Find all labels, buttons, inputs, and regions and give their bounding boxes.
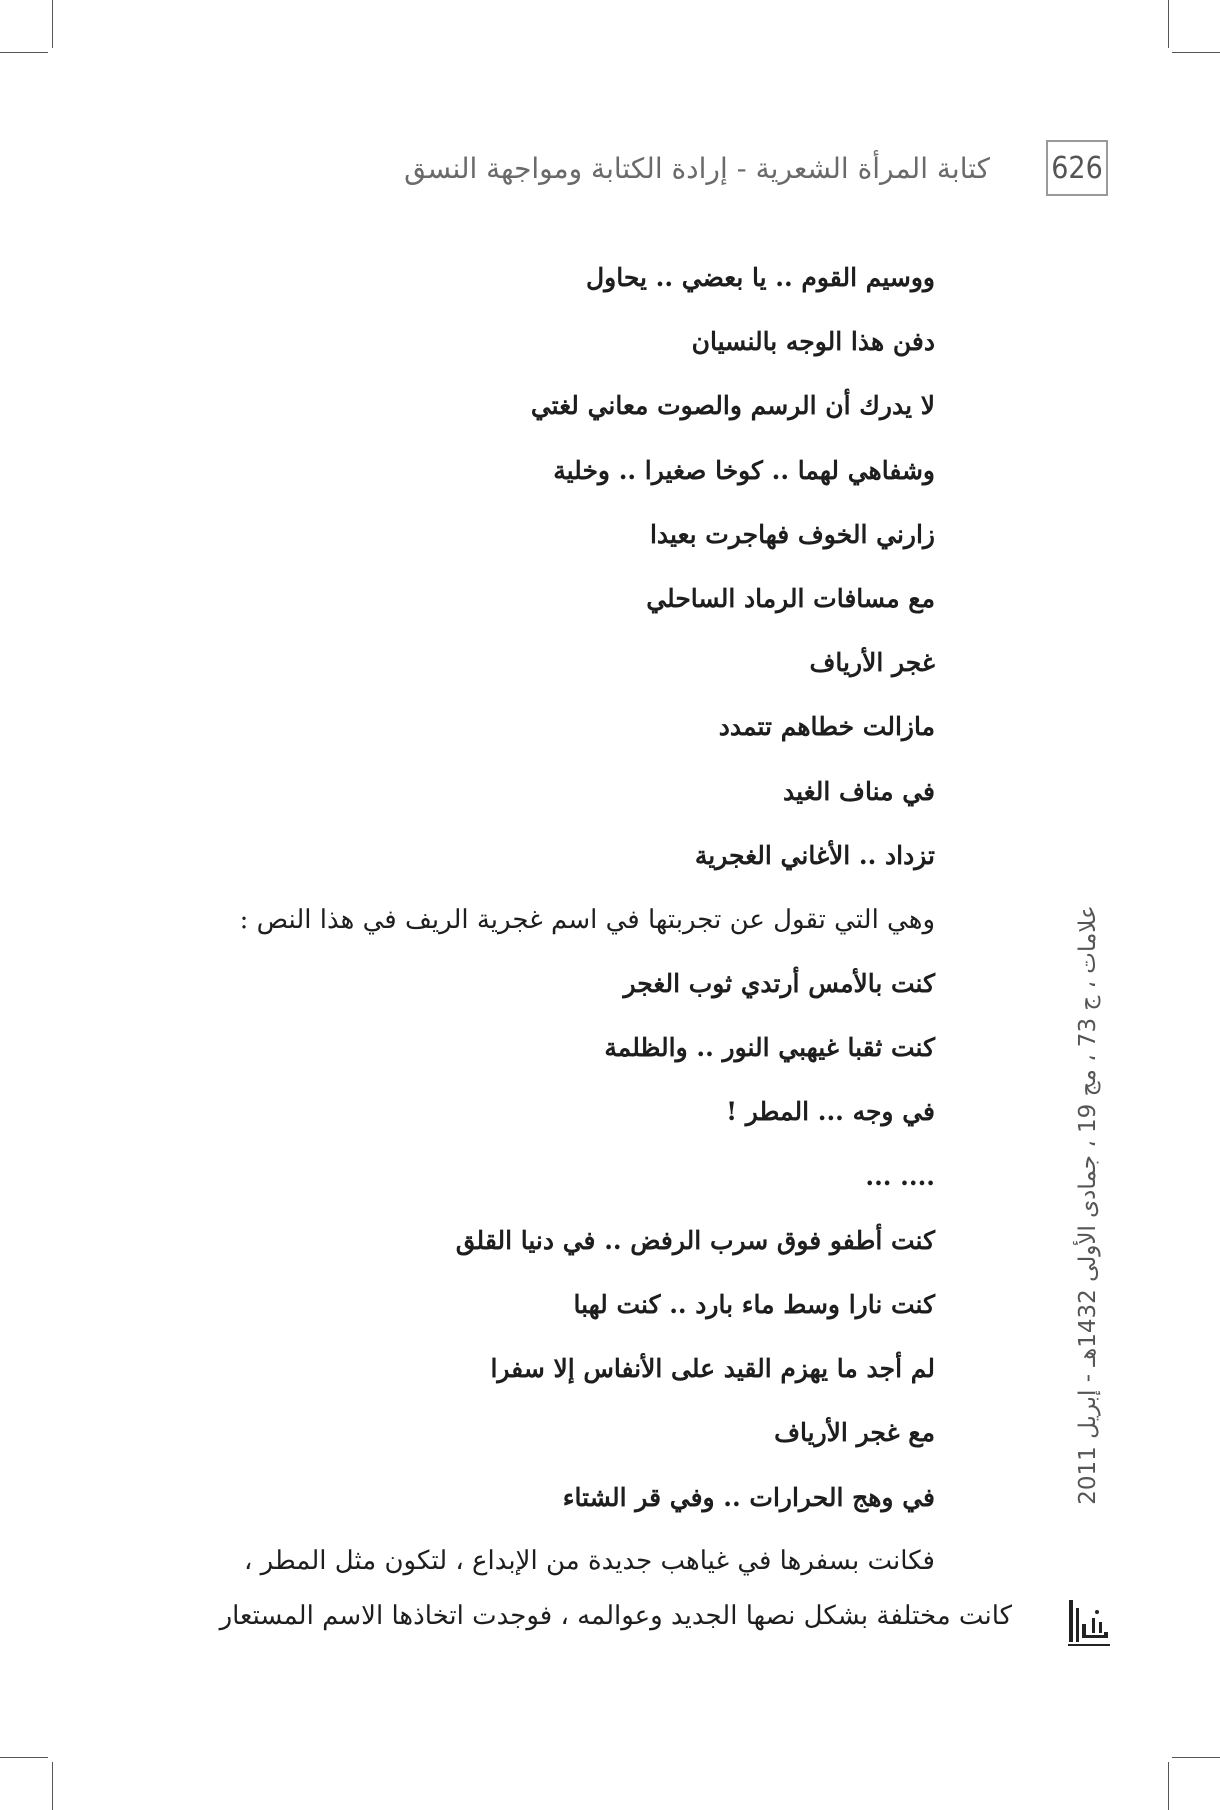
verse-line: زارني الخوف فهاجرت بعيدا — [649, 519, 935, 549]
verse-line: وشفاهي لهما .. كوخا صغيرا .. وخلية — [553, 455, 935, 485]
page-number: 626 — [1046, 140, 1108, 196]
intro-paragraph-line: وهي التي تقول عن تجربتها في اسم غجرية الريف في هذا النص : — [239, 904, 935, 935]
crop-mark — [1168, 0, 1169, 48]
verse-line: ووسيم القوم .. يا بعضي .. يحاول — [586, 263, 935, 292]
prose-line: كانت مختلفة بشكل نصها الجديد وعوالمه ، فوجدت اتخاذها الاسم المستعار — [219, 1601, 1012, 1631]
crop-mark — [1168, 1762, 1169, 1810]
crop-mark — [0, 1757, 48, 1758]
verse-line: كنت بالأمس أرتدي ثوب الغجر — [623, 969, 935, 999]
verse-line: كنت أطفو فوق سرب الرفض .. في دنيا القلق — [455, 1225, 935, 1255]
verse-line: في وهج الحرارات .. وفي قر الشتاء — [562, 1482, 935, 1512]
verse-line: تزداد .. الأغاني الغجرية — [694, 840, 935, 870]
verse-line: غجر الأرياف — [809, 648, 935, 678]
prose-line: فكانت بسفرها في غياهب جديدة من الإبداع ، لتكون مثل المطر ، — [243, 1546, 935, 1576]
journal-issue-info: علامات ، ج 73 ، مج 19 ، جمادى الأولى 1432هـ - إبريل 2011 — [1075, 905, 1101, 1505]
verse-line: مازالت خطاهم تتمدد — [718, 712, 935, 742]
verse-line: لم أجد ما يهزم القيد على الأنفاس إلا سفرا — [490, 1354, 935, 1384]
crop-mark — [1172, 1757, 1220, 1758]
running-title: كتابة المرأة الشعرية - إرادة الكتابة ومواجهة النسق — [404, 152, 990, 185]
journal-logo — [1066, 1598, 1112, 1648]
verse-line: لا يدرك أن الرسم والصوت معاني لغتي — [530, 391, 935, 421]
verse-line: دفن هذا الوجه بالنسيان — [691, 327, 935, 357]
crop-mark — [52, 1762, 53, 1810]
poem-body — [240, 246, 935, 1530]
ellipsis-line: .... ... — [865, 1161, 935, 1191]
verse-line: كنت ثقبا غيهبي النور .. والظلمة — [604, 1033, 935, 1063]
crop-mark — [0, 52, 48, 53]
verse-line: في وجه ... المطر ! — [726, 1097, 935, 1127]
crop-mark — [52, 0, 53, 48]
verse-line: كنت نارا وسط ماء بارد .. كنت لهبا — [573, 1290, 935, 1319]
verse-line: مع غجر الأرياف — [774, 1418, 935, 1448]
crop-mark — [1172, 52, 1220, 53]
verse-line: مع مسافات الرماد الساحلي — [646, 583, 935, 613]
verse-line: في مناف الغيد — [783, 776, 935, 806]
